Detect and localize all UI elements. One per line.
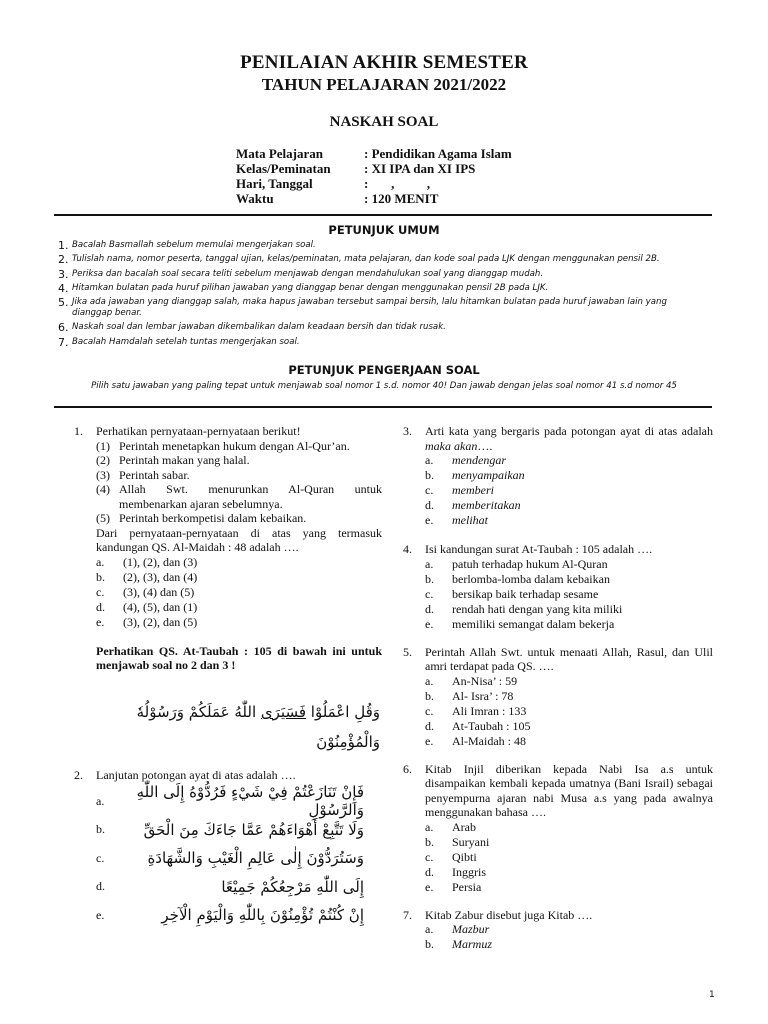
option-a[interactable]: a. patuh terhadap hukum Al-Quran xyxy=(425,556,608,571)
rule-item: 7. Bacalah Hamdalah setelah tuntas mengerjakan soal. xyxy=(58,335,300,349)
info-value: : , , xyxy=(364,176,431,191)
work-instructions-text: Pilih satu jawaban yang paling tepat untuk menjawab soal nomor 1 s.d. nomor 40! Dan jawab dengan jelas soal nomor 41 s.d nomor 45 xyxy=(91,381,677,391)
question-1 xyxy=(74,424,382,630)
question-text: Kitab Injil diberikan kepada Nabi Isa a.s untuk disampaikan kembali kepada umatnya (Bani Israil) sebagai penyempurna ajaran nabi Musa a.s yang pada awalnya menggunakan bahasa …. xyxy=(425,761,713,819)
question-5 xyxy=(403,645,713,749)
option-b[interactable]: b. وَلَا تَتَّبِعْ أَهْوَاءَهُمْ عَمَّا جَاءَكَ مِنَ الْحَقِّ xyxy=(96,820,364,839)
question-number: 7. xyxy=(403,907,412,922)
info-key: Waktu xyxy=(236,191,274,206)
question-2 xyxy=(74,768,384,783)
question-number: 3. xyxy=(403,424,412,438)
question-text: Lanjutan potongan ayat di atas adalah …. xyxy=(96,768,296,782)
divider xyxy=(54,214,712,216)
divider xyxy=(54,406,712,408)
option-e[interactable]: e. memiliki semangat dalam bekerja xyxy=(425,616,615,631)
option-a[interactable]: a. An-Nisa’ : 59 xyxy=(425,673,518,688)
option-e[interactable]: e. Persia xyxy=(425,879,482,894)
question-number: 4. xyxy=(403,542,412,556)
work-instructions-title: PETUNJUK PENGERJAAN SOAL xyxy=(288,363,480,377)
option-b[interactable]: b. Suryani xyxy=(425,834,490,849)
info-row-class xyxy=(236,161,512,176)
info-key: Hari, Tanggal xyxy=(236,176,313,191)
statement-item: (2) Perintah makan yang halal. xyxy=(96,453,250,467)
rule-item: 1. Bacalah Basmallah sebelum memulai mengerjakan soal. xyxy=(58,239,316,252)
rule-item: 6. Naskah soal dan lembar jawaban dikembalikan dalam keadaan bersih dan tidak rusak. xyxy=(58,321,446,335)
option-d[interactable]: d. memberitakan xyxy=(425,498,521,512)
info-row-date xyxy=(236,176,512,191)
exam-info xyxy=(236,146,512,206)
info-row-subject xyxy=(236,146,512,161)
rule-item: 2. Tulislah nama, nomor peserta, tanggal ujian, kelas/peminatan, mata pelajaran, dan kode soal pada LJK dengan menggunakan pensil 2B. xyxy=(58,253,660,267)
question-text: Arti kata yang bergaris pada potongan ayat di atas adalah maka akan…. xyxy=(425,424,713,453)
option-a[interactable]: a. Mazbur xyxy=(425,922,490,936)
option-e[interactable]: e. (3), (2), dan (5) xyxy=(96,614,198,629)
rule-item: 4. Hitamkan bulatan pada huruf pilihan jawaban yang dianggap benar dengan menggunakan pensil 2B pada LJK. xyxy=(58,281,549,295)
options-list xyxy=(425,557,713,632)
options-list xyxy=(425,453,713,528)
page-number: 1 xyxy=(709,990,715,1000)
question-3 xyxy=(403,424,713,528)
statement-item: (4) Allah Swt. menurunkan Al-Quran untuk membenarkan ajaran sebelumnya. xyxy=(96,482,382,511)
passage-instruction: Perhatikan QS. At-Taubah : 105 di bawah ini untuk menjawab soal no 2 dan 3 ! xyxy=(96,643,382,672)
option-a[interactable]: a. mendengar xyxy=(425,453,506,467)
question-text: Perintah Allah Swt. untuk menaati Allah, Rasul, dan Ulil amri terdapat pada QS. …. xyxy=(425,644,713,673)
options-list xyxy=(96,555,382,630)
question-intro: Perhatikan pernyataan-pernyataan berikut! xyxy=(96,424,301,438)
question-text: Isi kandungan surat At-Taubah : 105 adalah …. xyxy=(425,542,653,556)
option-d[interactable]: d. (4), (5), dan (1) xyxy=(96,599,198,614)
question-text: Kitab Zabur disebut juga Kitab …. xyxy=(425,907,593,922)
option-c[interactable]: c. bersikap baik terhadap sesame xyxy=(425,586,599,601)
question-number: 6. xyxy=(403,761,412,776)
info-value: : 120 MENIT xyxy=(364,191,439,206)
academic-year: TAHUN PELAJARAN 2021/2022 xyxy=(261,75,507,94)
exam-title: PENILAIAN AKHIR SEMESTER xyxy=(240,52,528,73)
option-b[interactable]: b. Marmuz xyxy=(425,937,493,951)
arabic-line-2: وَالْمُؤْمِنُوْنَ xyxy=(316,733,380,751)
option-b[interactable]: b. menyampaikan xyxy=(425,468,525,482)
option-c[interactable]: c. Ali Imran : 133 xyxy=(425,703,527,718)
question-number: 1. xyxy=(74,424,83,438)
info-key: Mata Pelajaran xyxy=(236,146,324,161)
option-b[interactable]: b. Al- Isra’ : 78 xyxy=(425,688,514,703)
option-a[interactable]: a. (1), (2), dan (3) xyxy=(96,554,198,569)
info-row-time xyxy=(236,191,512,206)
document-type: NASKAH SOAL xyxy=(329,114,439,130)
right-column xyxy=(403,424,713,952)
option-c[interactable]: c. (3), (4) dan (5) xyxy=(96,584,195,599)
option-a[interactable]: a. Arab xyxy=(425,819,476,834)
general-instructions-title: PETUNJUK UMUM xyxy=(328,223,440,237)
option-c[interactable]: c. memberi xyxy=(425,483,494,497)
info-value: : Pendidikan Agama Islam xyxy=(364,146,512,161)
arabic-passage xyxy=(96,700,380,754)
statement-item: (1) Perintah menetapkan hukum dengan Al-Qur’an. xyxy=(96,438,350,453)
option-d[interactable]: d. rendah hati dengan yang kita miliki xyxy=(425,601,623,616)
option-d[interactable]: d. At-Taubah : 105 xyxy=(425,718,531,733)
option-d[interactable]: d. إِلَى اللّٰهِ مَرْجِعُكُمْ جَمِيْعًا xyxy=(96,877,364,896)
info-value: : XI IPA dan XI IPS xyxy=(364,161,476,176)
option-c[interactable]: c. وَسَتُرَدُّوْنَ إِلٰى عَالِمِ الْغَيْبِ وَالشَّهَادَةِ xyxy=(96,849,364,868)
question-text: Dari pernyataan-pernyataan di atas yang termasuk kandungan QS. Al-Maidah : 48 adalah …. xyxy=(96,525,382,554)
option-e[interactable]: e. melihat xyxy=(425,513,488,527)
left-column xyxy=(74,424,382,673)
options-list xyxy=(425,674,713,749)
general-instructions-list xyxy=(58,240,708,351)
question-7 xyxy=(403,908,713,953)
option-e[interactable]: e. Al-Maidah : 48 xyxy=(425,733,526,748)
options-list xyxy=(425,820,713,895)
option-c[interactable]: c. Qibti xyxy=(425,849,477,864)
statement-list xyxy=(96,439,382,526)
question-6 xyxy=(403,762,713,895)
statement-item: (5) Perintah berkompetisi dalam kebaikan. xyxy=(96,511,307,525)
option-b[interactable]: b. berlomba-lomba dalam kebaikan xyxy=(425,571,610,586)
option-b[interactable]: b. (2), (3), dan (4) xyxy=(96,569,198,584)
question-number: 2. xyxy=(74,768,83,782)
info-key: Kelas/Peminatan xyxy=(236,161,331,176)
statement-item: (3) Perintah sabar. xyxy=(96,467,190,482)
options-list xyxy=(425,922,713,952)
question-4 xyxy=(403,542,713,632)
option-e[interactable]: e. إِنْ كُنْتُمْ تُؤْمِنُوْنَ بِاللّٰهِ وَالْيَوْمِ الْآخِرِ xyxy=(96,906,364,925)
rule-item: 5. Jika ada jawaban yang dianggap salah, maka hapus jawaban tersebut sampai bersih, lalu hitamkan bulatan pada huruf jawaban lain yang dianggap benar. xyxy=(58,296,667,319)
arabic-line-1: وَقُلِ اعْمَلُوْا فَسَيَرَى اللّٰهُ عَمَلَكُمْ وَرَسُوْلُهٗ xyxy=(136,703,380,721)
underlined-word: فَسَيَرَى xyxy=(260,703,307,721)
option-a[interactable]: a. فَإِنْ تَنَازَعْتُمْ فِيْ شَيْءٍ فَرُدُّوْهُ إِلَى اللّٰهِ وَالرَّسُوْلِ xyxy=(96,783,364,820)
option-d[interactable]: d. Inggris xyxy=(425,864,486,879)
question-2-options xyxy=(96,783,386,930)
question-number: 5. xyxy=(403,644,412,659)
rule-item: 3. Periksa dan bacalah soal secara teliti sebelum menjawab dengan mendahulukan soal yang dianggap mudah. xyxy=(58,267,544,281)
